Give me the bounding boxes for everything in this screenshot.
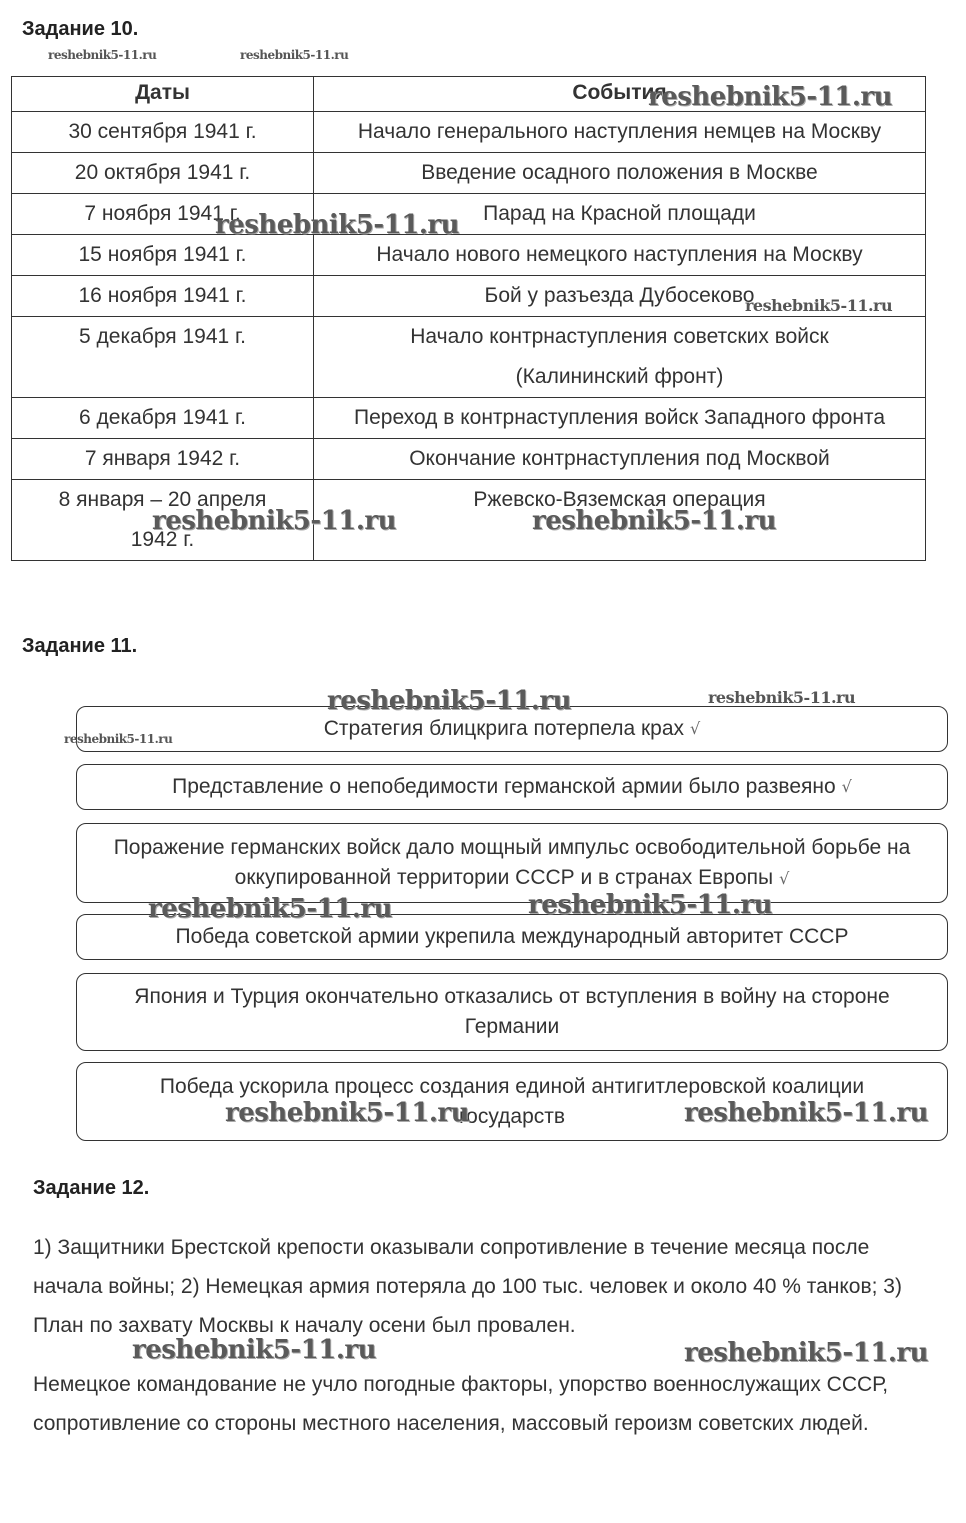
watermark: reshebnik5-11.ru bbox=[132, 1335, 377, 1365]
watermark: reshebnik5-11.ru bbox=[240, 48, 349, 62]
event-cell: Окончание контрнаступления под Москвой bbox=[314, 439, 926, 480]
event-cell: Ржевско-Вяземская операция bbox=[314, 480, 926, 561]
task12-heading: Задание 12. bbox=[33, 1177, 150, 1199]
answer-paragraph-2: Немецкое командование не учло погодные факторы, упорство военнослужащих СССР, сопротивление со стороны местного населения, массовый героизм советских людей. bbox=[33, 1373, 889, 1435]
date-cell: 20 октября 1941 г. bbox=[12, 153, 314, 194]
event-cell: Парад на Красной площади bbox=[314, 194, 926, 235]
statement-text: Победа советской армии укрепила международный авторитет СССР bbox=[175, 925, 849, 948]
column-header-dates: Даты bbox=[12, 77, 314, 112]
table-row bbox=[12, 235, 926, 276]
table-row bbox=[12, 153, 926, 194]
date-cell: 6 декабря 1941 г. bbox=[12, 398, 314, 439]
watermark: reshebnik5-11.ru bbox=[152, 506, 397, 536]
table-row bbox=[12, 317, 926, 398]
date-cell: 8 января – 20 апреля 1942 г. bbox=[12, 480, 314, 561]
statement-text: Победа ускорила процесс создания единой антигитлеровской коалиции государств bbox=[159, 1074, 865, 1128]
statement-text: Япония и Турция окончательно отказались от вступления в войну на стороне Германии bbox=[134, 985, 890, 1038]
task11-heading: Задание 11. bbox=[22, 635, 138, 657]
watermark: reshebnik5-11.ru bbox=[48, 48, 157, 62]
table-row bbox=[12, 398, 926, 439]
table-row bbox=[12, 439, 926, 480]
column-header-events: События bbox=[314, 77, 926, 112]
event-cell: Переход в контрнаступления войск Западного фронта bbox=[314, 398, 926, 439]
watermark: reshebnik5-11.ru bbox=[148, 894, 393, 924]
watermark: reshebnik5-11.ru bbox=[745, 296, 893, 315]
event-cell: Начало генерального наступления немцев на Москву bbox=[314, 112, 926, 153]
check-mark-icon: √ bbox=[690, 719, 701, 738]
watermark: reshebnik5-11.ru bbox=[532, 506, 777, 536]
watermark: reshebnik5-11.ru bbox=[528, 890, 773, 920]
event-cell: Начало нового немецкого наступления на Москву bbox=[314, 235, 926, 276]
table-row bbox=[12, 112, 926, 153]
event-cell: Бой у разъезда Дубосеково bbox=[314, 276, 926, 317]
table-row bbox=[12, 194, 926, 235]
watermark: reshebnik5-11.ru bbox=[327, 686, 572, 716]
statement-box bbox=[76, 973, 948, 1051]
event-cell: Введение осадного положения в Москве bbox=[314, 153, 926, 194]
answer-paragraph-1: 1) Защитники Брестской крепости оказывали сопротивление в течение месяца после начала войны; 2) Немецкая армия потеряла до 100 тыс. человек и около 40 % танков; 3) План по захвату Москвы к началу осени был провален. bbox=[33, 1236, 902, 1337]
task10-heading: Задание 10. bbox=[22, 18, 139, 40]
watermark: reshebnik5-11.ru bbox=[225, 1098, 470, 1128]
events-table bbox=[11, 76, 926, 561]
check-mark-icon: √ bbox=[841, 777, 852, 796]
date-cell: 30 сентября 1941 г. bbox=[12, 112, 314, 153]
watermark: reshebnik5-11.ru bbox=[684, 1098, 929, 1128]
date-cell: 7 ноября 1941 г. bbox=[12, 194, 314, 235]
statement-box bbox=[76, 764, 948, 810]
watermark: reshebnik5-11.ru bbox=[64, 732, 173, 746]
watermark: reshebnik5-11.ru bbox=[684, 1338, 929, 1368]
statement-text: Представление о непобедимости германской армии было развеяно bbox=[172, 775, 836, 798]
event-cell: Начало контрнаступления советских войск (Калининский фронт) bbox=[314, 317, 926, 398]
statement-text: Стратегия блицкрига потерпела крах bbox=[323, 717, 685, 740]
watermark: reshebnik5-11.ru bbox=[648, 82, 893, 112]
statement-text: Поражение германских войск дало мощный импульс освободительной борьбе на оккупированной территории СССР и в странах Европы bbox=[113, 835, 911, 889]
check-mark-icon: √ bbox=[779, 868, 790, 888]
date-cell: 15 ноября 1941 г. bbox=[12, 235, 314, 276]
date-cell: 7 января 1942 г. bbox=[12, 439, 314, 480]
date-cell: 5 декабря 1941 г. bbox=[12, 317, 314, 398]
date-cell: 16 ноября 1941 г. bbox=[12, 276, 314, 317]
statement-box bbox=[76, 823, 948, 903]
watermark: reshebnik5-11.ru bbox=[708, 688, 856, 707]
watermark: reshebnik5-11.ru bbox=[215, 210, 460, 240]
table-row bbox=[12, 480, 926, 561]
